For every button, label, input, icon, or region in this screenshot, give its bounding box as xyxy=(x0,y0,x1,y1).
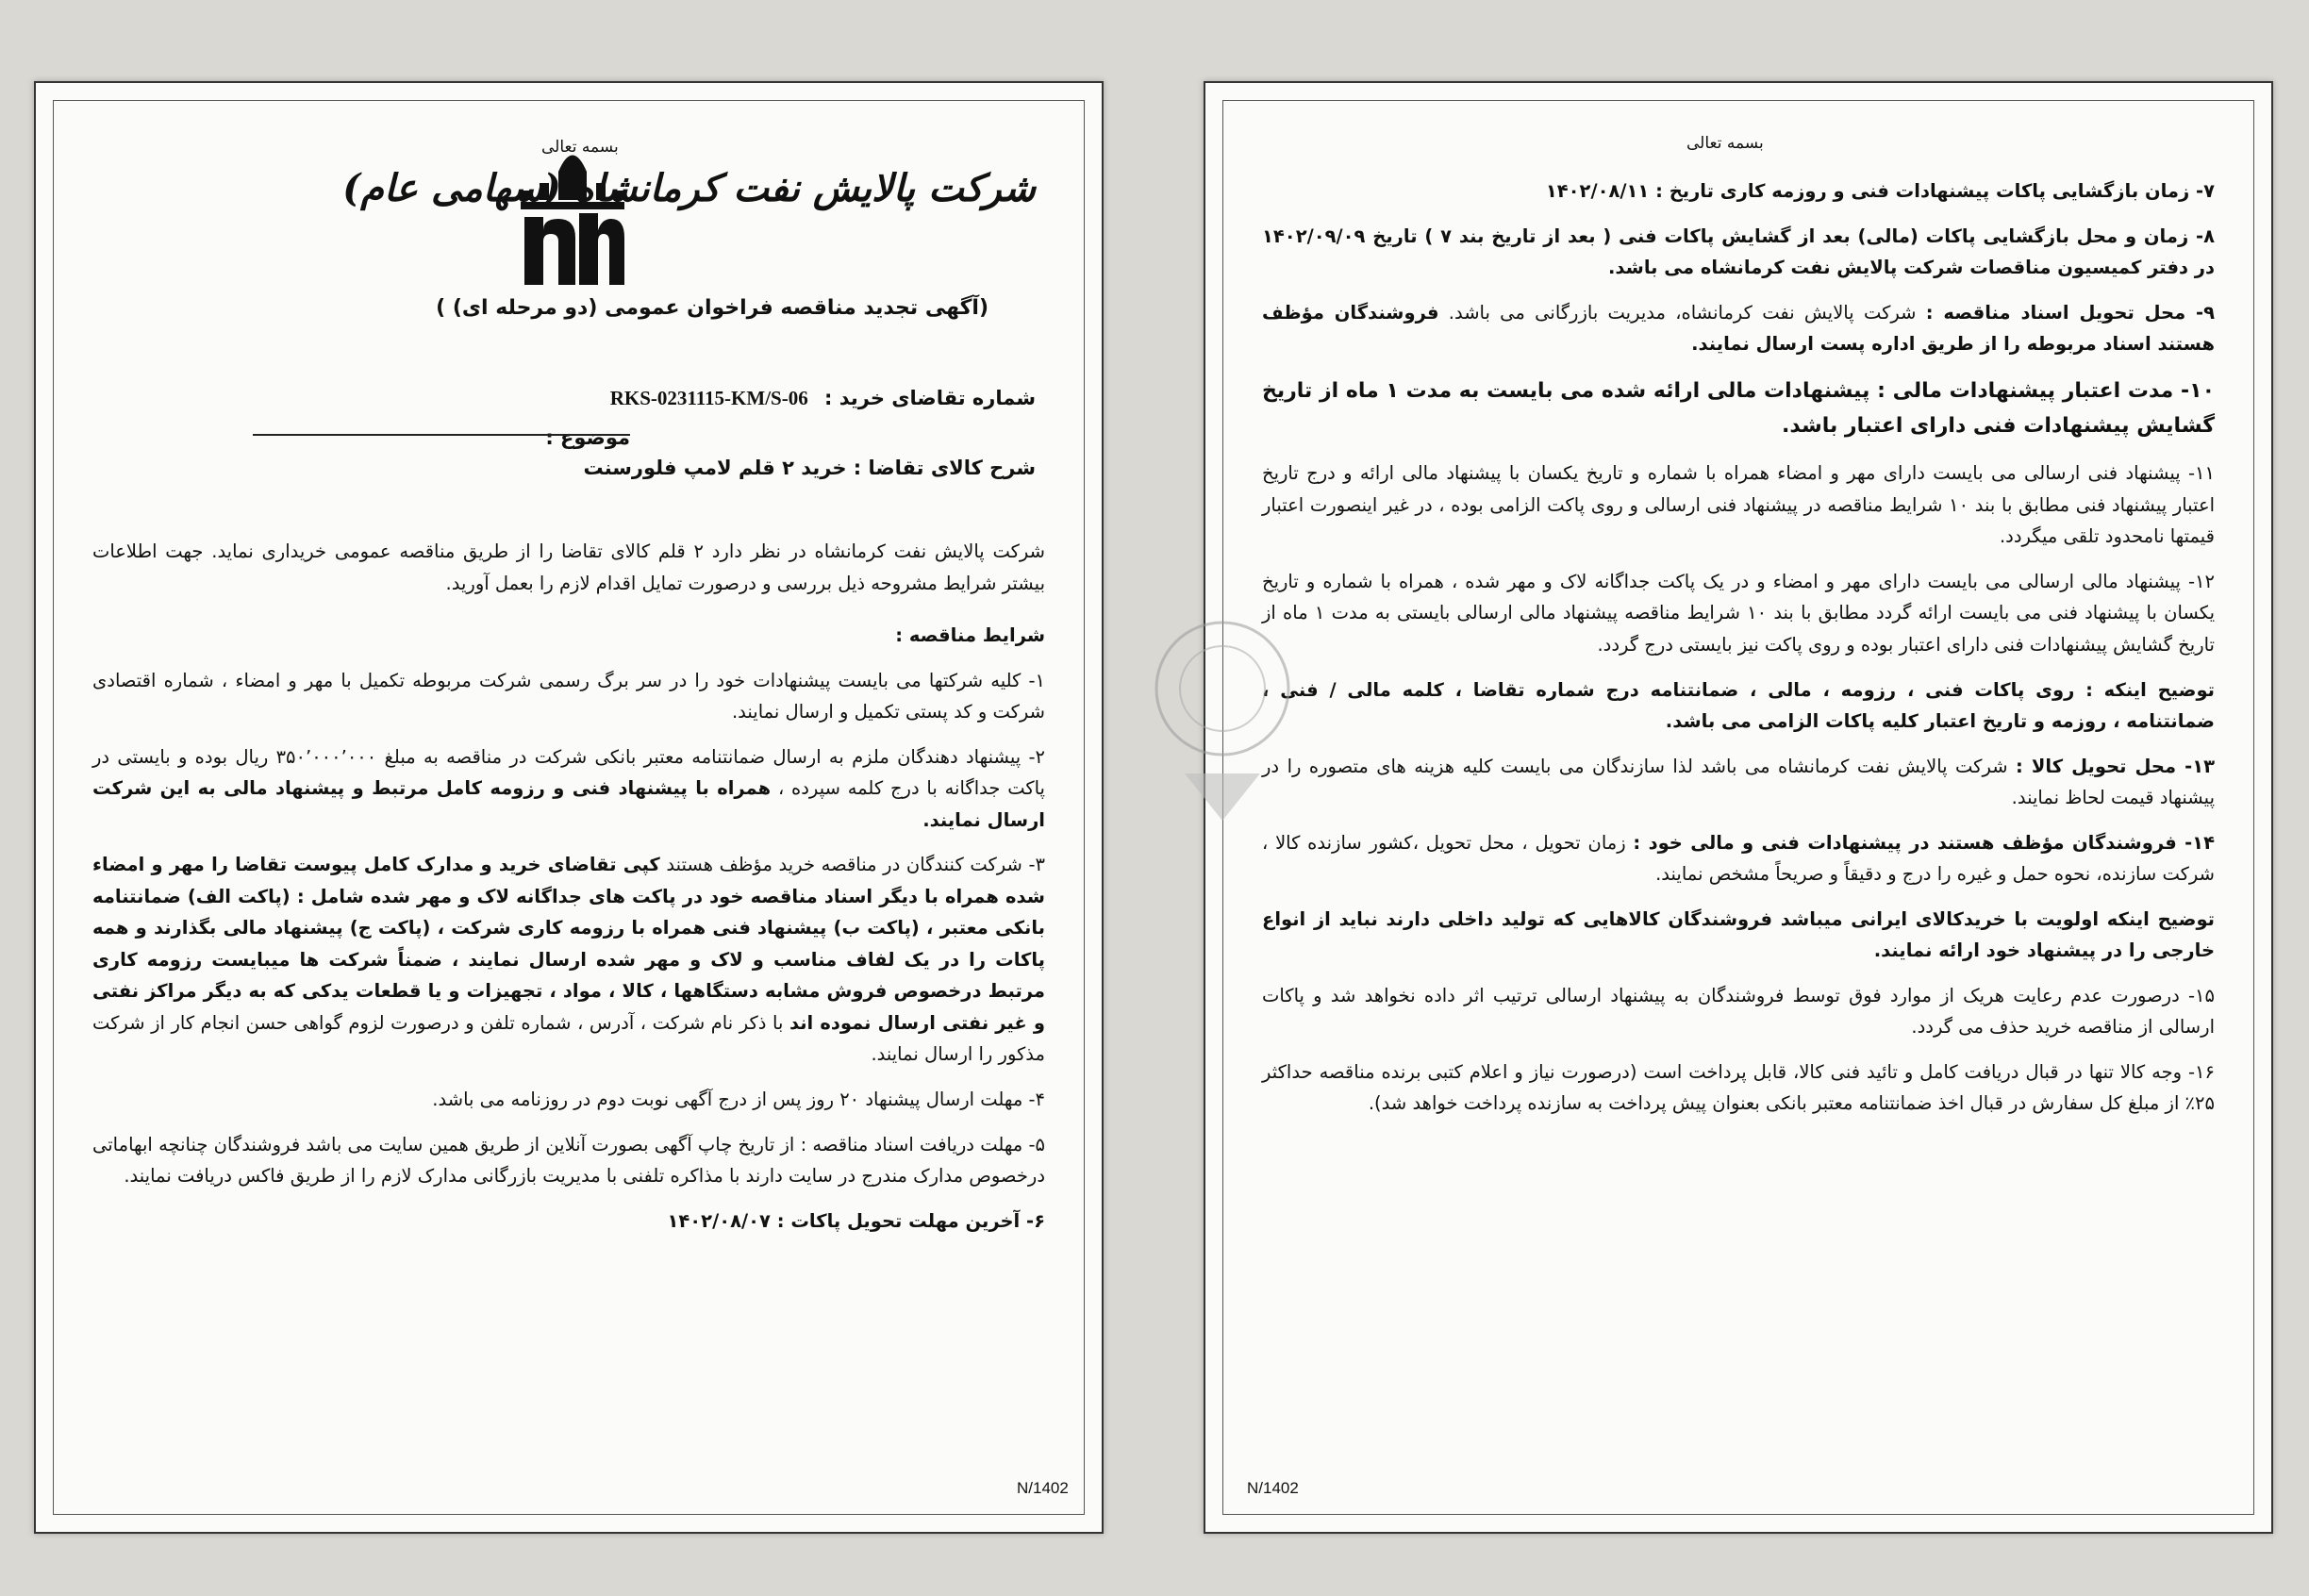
condition-item-9-part-c: فروشندگان مؤظف هستند اسناد مربوطه را از طریق اداره پست ارسال نمایند. xyxy=(1262,301,2215,356)
note-packets: توضیح اینکه : روی پاکات فنی ، رزومه ، مالی ، ضمانتنامه درج شماره تقاضا ، کلمه مالی / فنی ، ضمانتنامه ، روزمه و تاریخ اعتبار کلیه پاکات الزامی می باشد. xyxy=(1262,678,2215,733)
left-body xyxy=(92,536,1045,1250)
intro-paragraph: شرکت پالایش نفت کرمانشاه در نظر دارد ۲ قلم کالای تقاضا را از طریق مناقصه عمومی خریداری نماید. جهت اطلاعات بیشتر شرایط مشروحه ذیل بررسی و درصورت تمایل اقدام لازم را بعمل آورید. xyxy=(92,540,1046,594)
footer-code: N/1402 xyxy=(1247,1479,1299,1497)
greeting: بسمه تعالی xyxy=(1686,134,1764,153)
condition-item-11: ۱۱- پیشنهاد فنی ارسالی می بایست دارای مهر و امضاء همراه با شماره و تاریخ یکسان با پیشنهاد مالی ارائه و درج تاریخ اعتبار پیشنهاد فنی مطابق با بند ۱۰ شرایط مناقصه در پیشنهاد فنی ارسالی و روی پاکت الزامی بوده ، در غیر اینصورت اعتبار قیمتها نامحدود تلقی میگردد. xyxy=(1262,462,2215,548)
company-name: شرکت پالایش نفت کرمانشاه (سهامی عام) xyxy=(342,166,1036,210)
ad-title: (آگهی تجدید مناقصه فراخوان عمومی (دو مرحله ای) ) xyxy=(436,296,988,320)
subject-label: موضوع : xyxy=(545,426,630,449)
document-page-left xyxy=(34,81,1104,1534)
condition-item-2-part-b: همراه با پیشنهاد فنی و رزومه کامل مرتبط و پیشنهاد مالی به این شرکت ارسال نمایند. xyxy=(92,777,1045,831)
condition-item-2 xyxy=(92,741,1045,837)
condition-item-14 xyxy=(1262,827,2215,890)
document-page-right xyxy=(1204,81,2273,1534)
condition-item-3-part-c: با ذکر نام شرکت ، آدرس ، شماره تلفن و درصورت لزوم گواهی حسن انجام کار از شرکت مذکور را ارسال نمایند. xyxy=(92,1011,1045,1066)
condition-item-1: ۱- کلیه شرکتها می بایست پیشنهادات خود را در سر برگ رسمی شرکت مربوطه تکمیل با مهر و امضاء ، شماره اقتصادی شرکت و کد پستی تکمیل و ارسال نمایند. xyxy=(92,669,1045,723)
right-body xyxy=(1262,175,2215,1133)
condition-item-2-part-a: ۲- پیشنهاد دهندگان ملزم به ارسال ضمانتنامه معتبر بانکی شرکت در مناقصه به مبلغ ۳۵۰٬۰۰۰٬۰۰۰ ریال بوده و بایستی در پاکت جداگانه با درج کلمه سپرده ، xyxy=(92,745,1045,800)
condition-item-4: ۴- مهلت ارسال پیشنهاد ۲۰ روز پس از درج آگهی نوبت دوم در روزنامه می باشد. xyxy=(432,1088,1045,1110)
condition-item-9-part-a: ۹- محل تحویل اسناد مناقصه : xyxy=(1925,301,2216,324)
condition-item-13 xyxy=(1262,751,2215,814)
condition-item-12: ۱۲- پیشنهاد مالی ارسالی می بایست دارای مهر و امضاء و در یک پاکت جداگانه لاک و مهر شده ، همراه با شماره و تاریخ یکسان با پیشنهاد فنی می بایست ارائه گردد مطابق با بند ۱۰ شرایط مناقصه پیشنهاد مالی ارسالی بایستی به مدت ۱ ماه از تاریخ گشایش پیشنهادات فنی دارای اعتبار بوده و روی پاکت نیز بایستی درج گردد. xyxy=(1262,570,2215,656)
condition-item-9-part-b: شرکت پالایش نفت کرمانشاه، مدیریت بازرگانی می باشد. xyxy=(1448,301,1917,324)
condition-item-14-part-b: زمان تحویل ، محل تحویل ،کشور سازنده کالا ، شرکت سازنده، نحوه حمل و غیره را درج و دقیقاً و صریحاً مشخص نمایند. xyxy=(1262,831,2215,886)
request-number-row xyxy=(610,387,1036,410)
condition-item-6: ۶- آخرین مهلت تحویل پاکات : ۱۴۰۲/۰۸/۰۷ xyxy=(667,1209,1045,1232)
condition-item-14-part-a: ۱۴- فروشندگان مؤظف هستند در پیشنهادات فنی و مالی خود : xyxy=(1633,831,2215,854)
footer-code: N/1402 xyxy=(1017,1479,1069,1497)
condition-item-16: ۱۶- وجه کالا تنها در قبال دریافت کامل و تائید فنی کالا، قابل پرداخت است (درصورت نیاز و اعلام کتبی برنده مناقصه حداکثر ۲۵٪ از مبلغ کل سفارش در قبال اخذ ضمانتنامه معتبر بانکی بعنوان پیش پرداخت به سازنده پرداخت خواهد شد). xyxy=(1262,1060,2215,1115)
request-label: شماره تقاضای خرید : xyxy=(824,387,1036,409)
subject-underline xyxy=(253,434,630,436)
condition-item-8: ۸- زمان و محل بازگشایی پاکات (مالی) بعد از گشایش پاکات فنی ( بعد از تاریخ بند ۷ ) تاریخ ۱۴۰۲/۰۹/۰۹ در دفتر کمیسیون مناقصات شرکت پالایش نفت کرمانشاه می باشد. xyxy=(1262,224,2215,279)
condition-item-15: ۱۵- درصورت عدم رعایت هریک از موارد فوق توسط فروشندگان به پیشنهاد ارسالی ترتیب اثر داده نخواهد شد و پاکات ارسالی از مناقصه خرید حذف می گردد. xyxy=(1262,984,2215,1039)
condition-item-3 xyxy=(92,849,1045,1071)
condition-item-10: ۱۰- مدت اعتبار پیشنهادات مالی : پیشنهادات مالی ارائه شده می بایست به مدت ۱ ماه از تاریخ گشایش پیشنهادات فنی دارای اعتبار باشد. xyxy=(1262,378,2215,439)
condition-item-13-part-b: شرکت پالایش نفت کرمانشاه می باشد لذا سازندگان می بایست کلیه هزینه های متصوره را در پیشنهاد قیمت لحاظ نمایند. xyxy=(1262,755,2215,809)
request-code: RKS-0231115-KM/S-06 xyxy=(609,387,808,409)
condition-item-7: ۷- زمان بازگشایی پاکات پیشنهادات فنی و روزمه کاری تاریخ : ۱۴۰۲/۰۸/۱۱ xyxy=(1545,180,2215,202)
greeting: بسمه تعالی xyxy=(541,138,619,157)
condition-item-3-part-a: ۳- شرکت کنندگان در مناقصه خرید مؤظف هستند xyxy=(666,854,1045,876)
condition-item-9 xyxy=(1262,297,2215,360)
subject-text: شرح کالای تقاضا : خرید ۲ قلم لامپ فلورسنت xyxy=(583,457,1036,479)
condition-item-3-part-b: کپی تقاضای خرید و مدارک کامل پیوست تقاضا را مهر و امضاء شده همراه با دیگر اسناد مناقصه خود در پاکت های جداگانه لاک و مهر شده شامل : (پاکت الف) ضمانتنامه بانکی معتبر ، (پاکت ب) پیشنهاد فنی همراه با رزومه کاری شرکت ، (پاکت ج) پیشنهاد مالی بگذارند و همه پاکات را در یک لفاف مناسب و لاک و مهر شده ارسال نمایند ، ضمناً شرکت ها میبایست رزومه کاری مرتبط درخصوص فروش مشابه دستگاهها ، کالا ، مواد ، تجهیزات و یا قطعات یدکی که به دیگر مراکز نفتی و غیر نفتی ارسال نموده اند xyxy=(92,854,1045,1034)
note-iranian-goods: توضیح اینکه اولویت با خریدکالای ایرانی میباشد فروشندگان کالاهایی که تولید داخلی دارند نباید از انواع خارجی را در پیشنهاد خود ارائه نمایند. xyxy=(1262,907,2215,962)
conditions-heading: شرایط مناقصه : xyxy=(895,624,1045,647)
condition-item-13-part-a: ۱۳- محل تحویل کالا : xyxy=(2016,755,2215,777)
condition-item-5: ۵- مهلت دریافت اسناد مناقصه : از تاریخ چاپ آگهی بصورت آنلاین از طریق همین سایت می باشد فروشندگان چنانچه ابهاماتی درخصوص مدارک مندرج در سایت دارند با مذاکره تلفنی با مدیریت بازرگانی مدارک لازم را از طریق فاکس دریافت نمایند. xyxy=(92,1133,1045,1188)
